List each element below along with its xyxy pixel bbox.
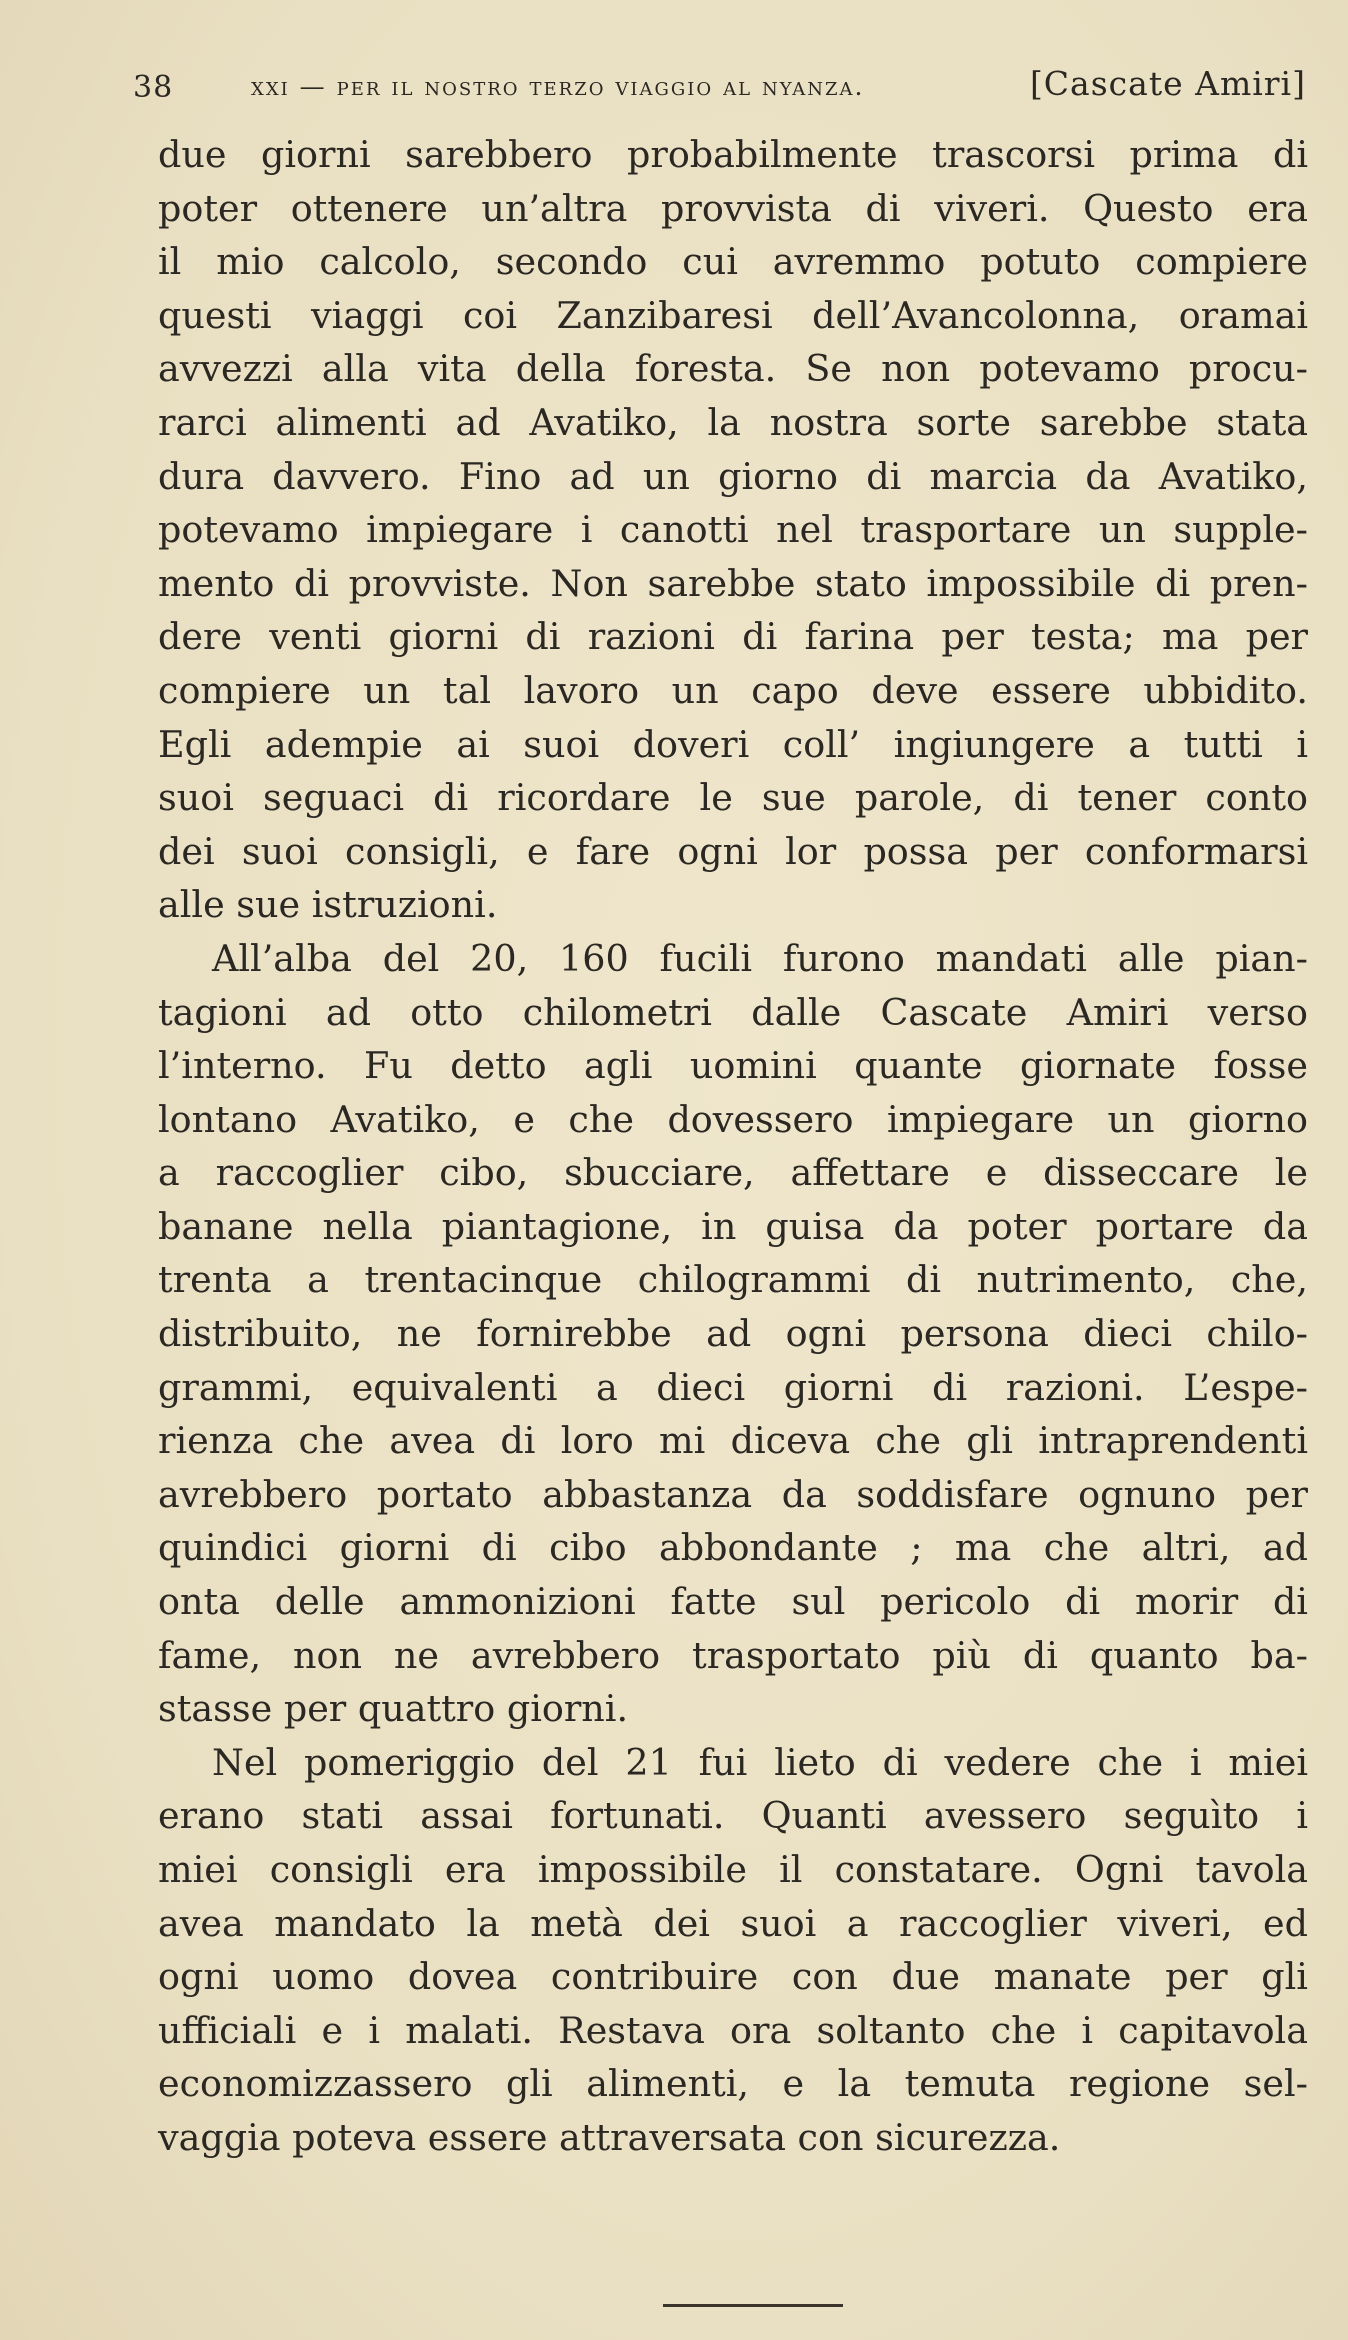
text-line: avvezzi alla vita della foresta. Se non potevamo procu-	[158, 347, 1308, 391]
text-line: banane nella piantagione, in guisa da poter portare da	[158, 1204, 1308, 1248]
paragraph	[158, 932, 1308, 1736]
text-line: Nel pomeriggio del 21 fui lieto di vedere che i miei	[212, 1740, 1308, 1784]
text-line: dura davvero. Fino ad un giorno di marcia da Avatiko,	[158, 454, 1308, 498]
page-header	[133, 64, 1306, 110]
text-line: vaggia poteva essere attraversata con sicurezza.	[158, 2115, 1061, 2159]
body-text	[158, 128, 1308, 2165]
text-line: dei suoi consigli, e fare ogni lor possa per conformarsi	[158, 829, 1308, 873]
page-number: 38	[133, 70, 174, 105]
text-line: stasse per quattro giorni.	[158, 1687, 629, 1731]
text-line: tagioni ad otto chilometri dalle Cascate Amiri verso	[158, 990, 1308, 1034]
text-line: ufficiali e i malati. Restava ora soltanto che i capitavola	[158, 2008, 1308, 2052]
text-line: trenta a trentacinque chilogrammi di nutrimento, che,	[158, 1258, 1308, 1302]
text-line: mento di provviste. Non sarebbe stato impossibile di pren-	[158, 561, 1308, 605]
text-line: rienza che avea di loro mi diceva che gli intraprendenti	[158, 1419, 1308, 1463]
text-line: l’interno. Fu detto agli uomini quante giornate fosse	[158, 1044, 1308, 1088]
text-line: avea mandato la metà dei suoi a raccoglier viveri, ed	[158, 1901, 1308, 1945]
text-line: grammi, equivalenti a dieci giorni di razioni. L’espe-	[158, 1365, 1308, 1409]
text-line: economizzassero gli alimenti, e la temuta regione sel-	[158, 2062, 1308, 2106]
text-line: alle sue istruzioni.	[158, 883, 498, 927]
text-line: All’alba del 20, 160 fucili furono mandati alle pian-	[212, 936, 1308, 980]
paragraph	[158, 1736, 1308, 2165]
text-line: poter ottenere un’altra provvista di viveri. Questo era	[158, 186, 1308, 230]
text-line: questi viaggi coi Zanzibaresi dell’Avancolonna, oramai	[158, 293, 1308, 337]
running-title: xxi — per il nostro terzo viaggio al nyanza.	[251, 72, 865, 101]
text-line: distribuito, ne fornirebbe ad ogni persona dieci chilo-	[158, 1312, 1308, 1356]
section-tag: [Cascate Amiri]	[1029, 64, 1306, 103]
text-line: il mio calcolo, secondo cui avremmo potuto compiere	[158, 240, 1308, 284]
text-line: onta delle ammonizioni fatte sul pericolo di morir di	[158, 1580, 1308, 1624]
text-line: a raccoglier cibo, sbucciare, affettare e disseccare le	[158, 1151, 1308, 1195]
text-line: due giorni sarebbero probabilmente trascorsi prima di	[158, 133, 1308, 176]
text-line: quindici giorni di cibo abbondante ; ma che altri, ad	[158, 1526, 1308, 1570]
text-line: compiere un tal lavoro un capo deve essere ubbidito.	[158, 668, 1308, 712]
text-line: rarci alimenti ad Avatiko, la nostra sorte sarebbe stata	[158, 400, 1308, 444]
text-line: dere venti giorni di razioni di farina per testa; ma per	[158, 615, 1308, 659]
text-line: erano stati assai fortunati. Quanti avessero seguìto i	[158, 1794, 1308, 1838]
paragraph	[158, 128, 1308, 932]
text-line: Egli adempie ai suoi doveri coll’ ingiungere a tutti i	[158, 722, 1308, 766]
end-rule	[663, 2304, 843, 2307]
text-line: ogni uomo dovea contribuire con due manate per gli	[158, 1955, 1308, 1999]
text-line: miei consigli era impossibile il constatare. Ogni tavola	[158, 1848, 1308, 1891]
text-line: potevamo impiegare i canotti nel trasportare un supple-	[158, 508, 1308, 552]
text-line: lontano Avatiko, e che dovessero impiegare un giorno	[158, 1097, 1308, 1141]
text-line: avrebbero portato abbastanza da soddisfare ognuno per	[158, 1472, 1308, 1516]
text-line: suoi seguaci di ricordare le sue parole, di tener conto	[158, 776, 1308, 820]
text-line: fame, non ne avrebbero trasportato più di quanto ba-	[158, 1633, 1308, 1677]
